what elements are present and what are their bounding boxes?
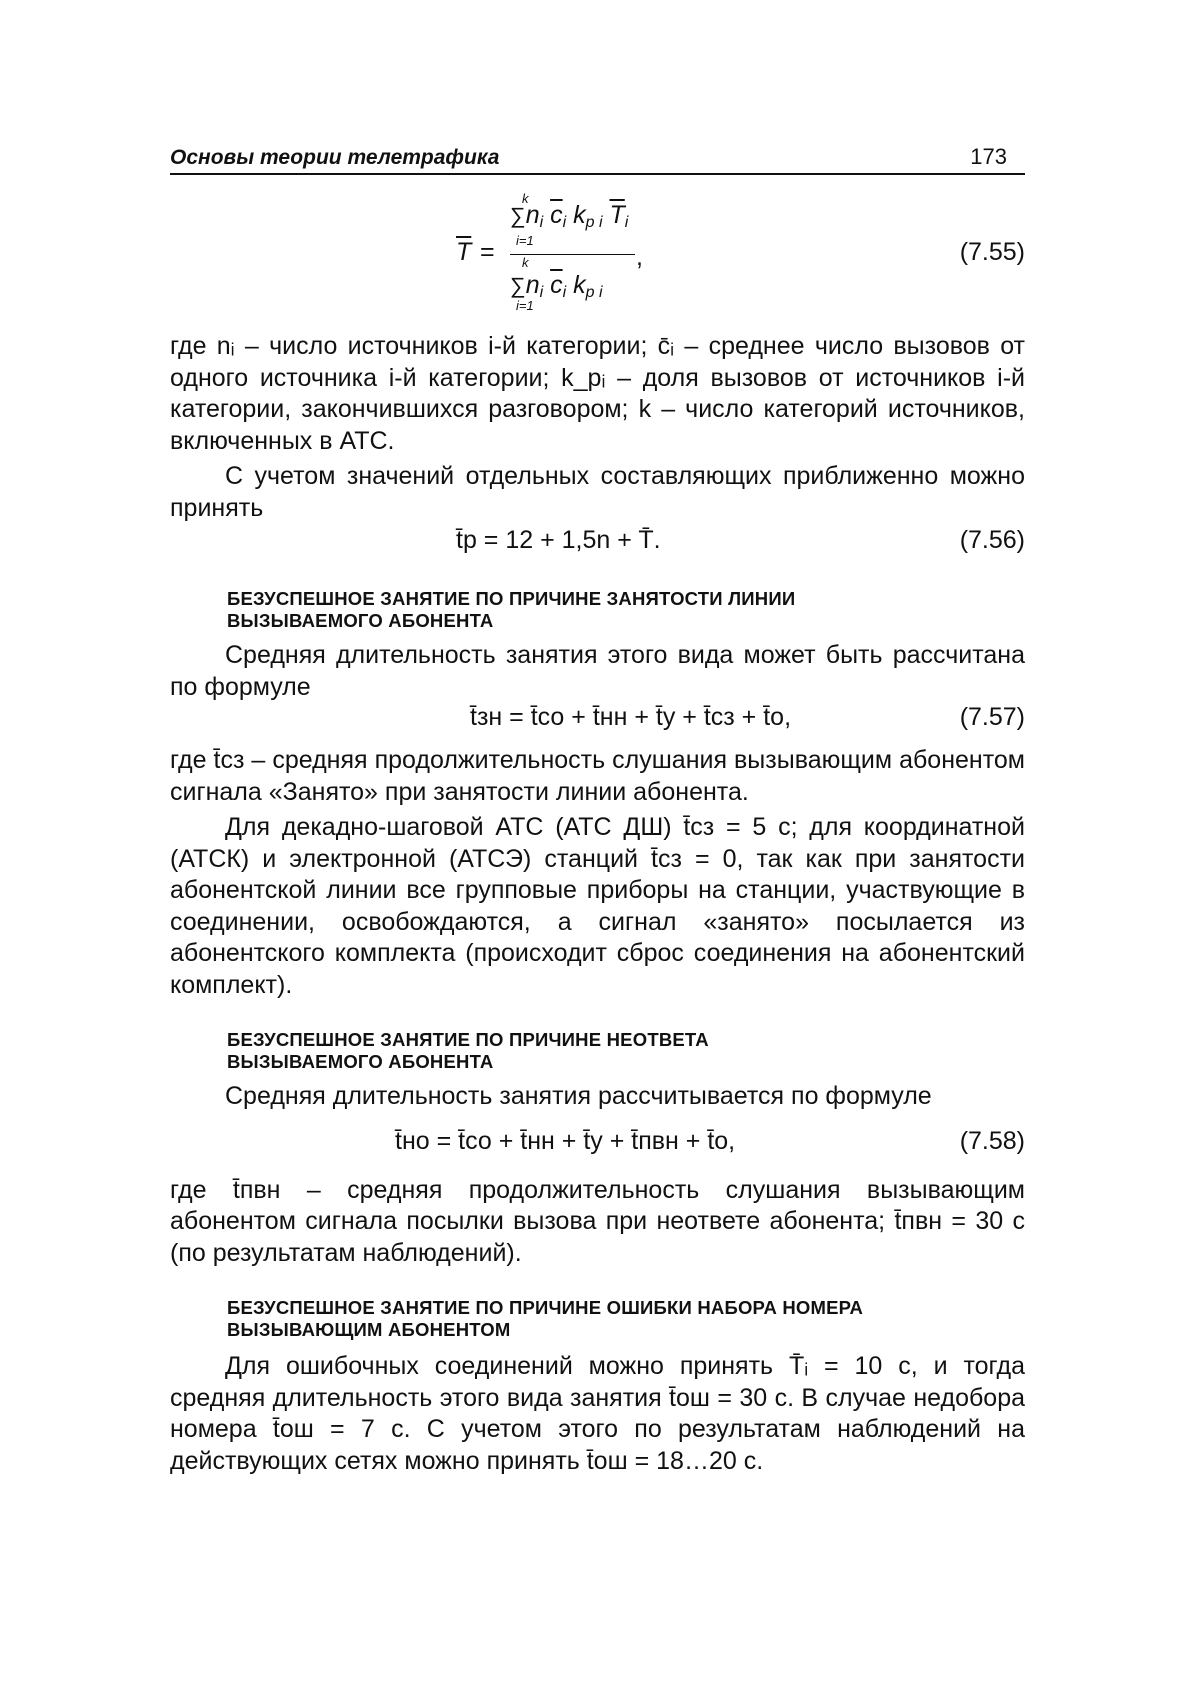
equation-number: (7.58) bbox=[959, 1126, 1025, 1155]
equation-7-56 bbox=[170, 526, 1025, 562]
eq-equals: = bbox=[480, 238, 495, 266]
paragraph: С учетом значений отдельных составляющих приближенно можно принять bbox=[170, 462, 1025, 522]
equation-7-57 bbox=[170, 703, 1025, 739]
section-heading: БЕЗУСПЕШНОЕ ЗАНЯТИЕ ПО ПРИЧИНЕ ЗАНЯТОСТИ ЛИНИИ ВЫЗЫВАЕМОГО АБОНЕНТА bbox=[227, 588, 796, 631]
paragraph: Средняя длительность занятия этого вида может быть рассчитана по формуле bbox=[170, 641, 1025, 701]
paragraph: где nᵢ – число источников i-й категории; c̄ᵢ – среднее число вызовов от одного источника i-й категории; k_pᵢ – доля вызовов от источников i-й категории, закончившихся разговором; k – число категорий источников, включенных в АТС. bbox=[170, 332, 1025, 455]
lower-limit: i=1 bbox=[516, 233, 534, 248]
equation-number: (7.56) bbox=[959, 526, 1025, 554]
paragraph: Для ошибочных соединений можно принять T̄ᵢ = 10 с, и тогда средняя длительность этого вида занятия t̄ош = 30 с. В случае недобора номера t̄ош = 7 с. С учетом этого по результатам наблюдений на действующих сетях можно принять t̄ош = 18…20 с. bbox=[170, 1352, 1025, 1475]
paragraph: где t̄пвн – средняя продолжительность слушания вызывающим абонентом сигнала посылки вызова при неответе абонента; t̄пвн = 30 с (по результатам наблюдений). bbox=[170, 1175, 1025, 1267]
paragraph: Средняя длительность занятия рассчитывается по формуле bbox=[225, 1082, 932, 1110]
section-heading: БЕЗУСПЕШНОЕ ЗАНЯТИЕ ПО ПРИЧИНЕ НЕОТВЕТА ВЫЗЫВАЕМОГО АБОНЕНТА bbox=[227, 1029, 709, 1072]
equation-7-55: $\overline{T}$ = k $\sum n_i$ $\overline{c}_i$ $k_{p i}$ $\overline{T}_i$ i=1 , k $\sum n_i$ $\overline{c}_i$ $k_{p i}$ i=1 (7.55) bbox=[456, 191, 1025, 313]
fraction-denominator: $\sum n_i$ $\overline{c}_i$ $k_{p i}$ bbox=[510, 271, 603, 301]
upper-limit: k bbox=[522, 191, 529, 206]
fraction-numerator: $\sum n_i$ $\overline{c}_i$ $k_{p i}$ $\overline{T}_i$ bbox=[510, 201, 629, 231]
lower-limit-den: i=1 bbox=[516, 298, 534, 313]
section-heading: БЕЗУСПЕШНОЕ ЗАНЯТИЕ ПО ПРИЧИНЕ ОШИБКИ НАБОРА НОМЕРА ВЫЗЫВАЮЩИМ АБОНЕНТОМ bbox=[227, 1297, 864, 1340]
upper-limit-den: k bbox=[522, 255, 529, 270]
page-number: 173 bbox=[970, 144, 1007, 169]
equation-expression: t̄но = t̄со + t̄нн + t̄у + t̄пвн + t̄о, bbox=[395, 1126, 736, 1155]
paragraph: Для декадно-шаговой АТС (АТС ДШ) t̄сз = 5 с; для координатной (АТСК) и электронной (АТСЭ) станций t̄сз = 0, так как при занятости абонентской линии все групповые приборы на станции, участвующие в соединении, освобождаются, а сигнал «занято» посылается из абонентского комплекта (происходит сброс соединения на абонентский комплект). bbox=[170, 813, 1025, 999]
running-header bbox=[170, 140, 1025, 175]
equation-number: (7.55) bbox=[959, 238, 1025, 266]
equation-expression: t̄зн = t̄со + t̄нн + t̄у + t̄сз + t̄о, bbox=[470, 703, 792, 731]
equation-number: (7.57) bbox=[959, 703, 1025, 731]
running-title: Основы теории телетрафика bbox=[170, 146, 500, 169]
eq-lhs: $\overline{T}$ bbox=[456, 238, 472, 266]
equation-7-58 bbox=[170, 1127, 1025, 1163]
paragraph: где t̄сз – средняя продолжительность слушания вызывающим абонентом сигнала «Занято» при занятости линии абонента. bbox=[170, 746, 1025, 806]
equation-expression: t̄р = 12 + 1,5n + T̄. bbox=[456, 526, 661, 554]
page bbox=[170, 140, 1025, 1477]
